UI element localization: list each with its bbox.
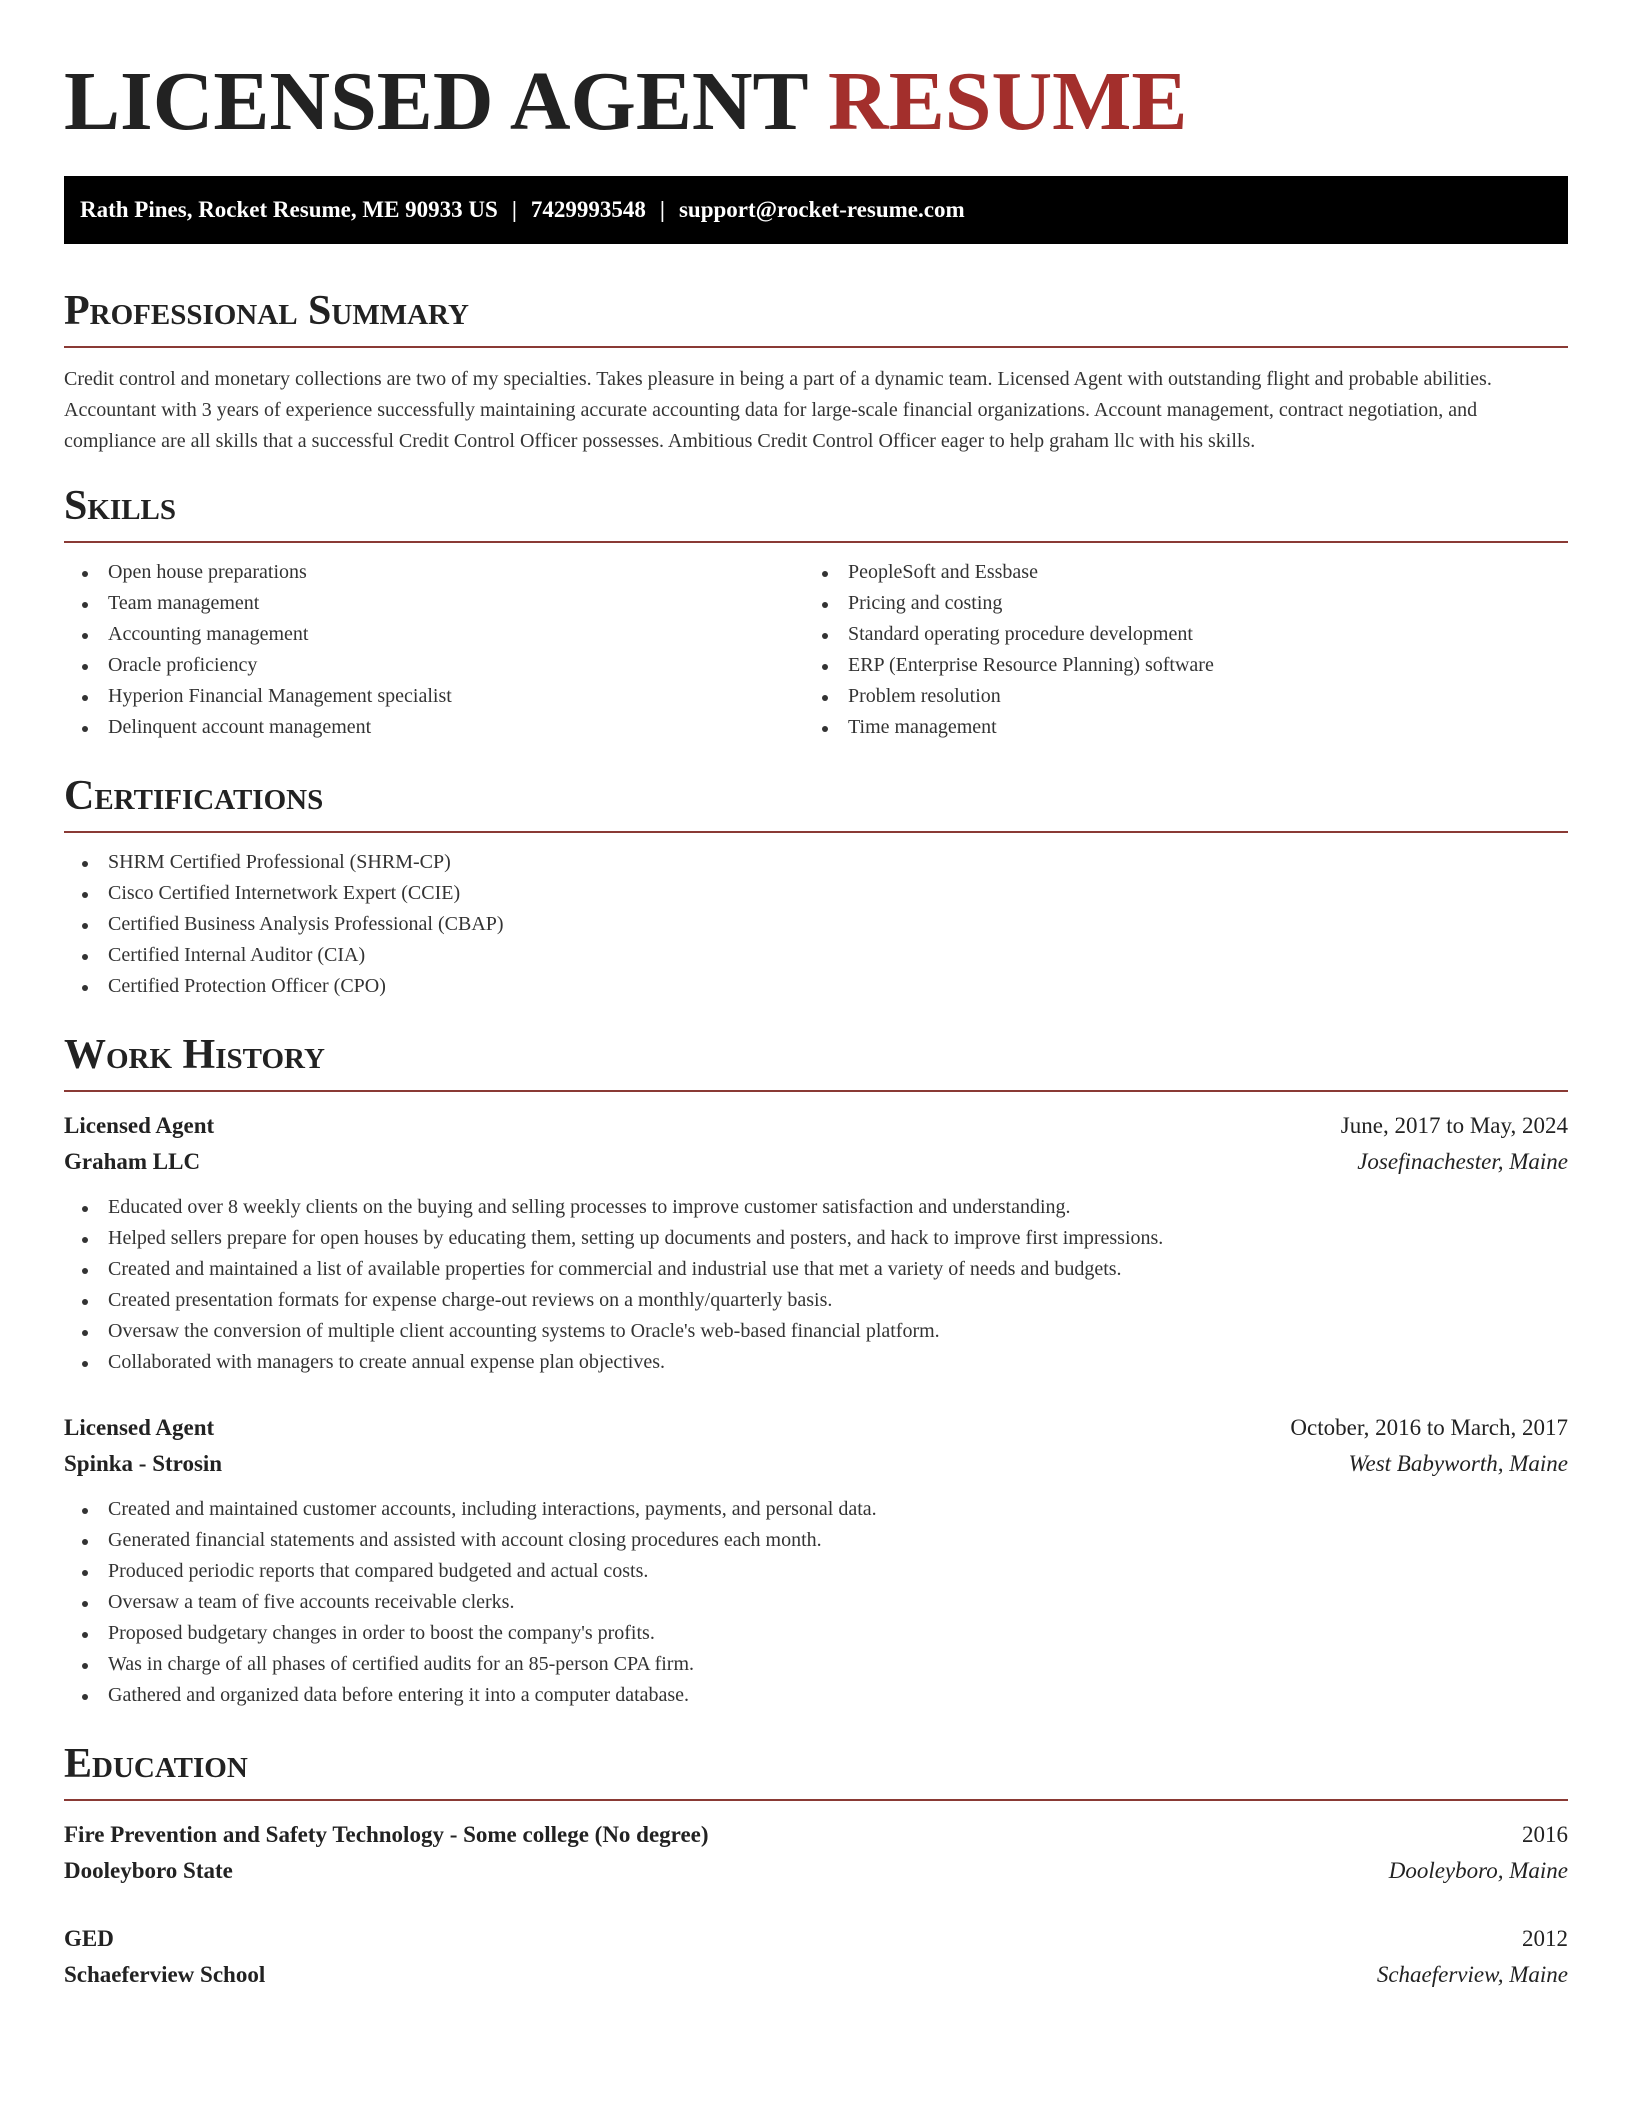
summary-heading: Professional Summary: [64, 288, 469, 334]
job-bullet: Was in charge of all phases of certified audits for an 85-person CPA firm.: [64, 1649, 1568, 1680]
job-location: West Babyworth, Maine: [1348, 1451, 1568, 1476]
education-degree: GED: [64, 1926, 114, 1951]
education-location: Dooleyboro, Maine: [1388, 1858, 1568, 1883]
education-entry: [64, 1817, 1568, 1889]
certification-item: Certified Business Analysis Professional (CBAP): [64, 909, 1568, 940]
job-title: Licensed Agent: [64, 1415, 215, 1440]
job-company-row: [64, 1446, 1568, 1482]
skill-item: Hyperion Financial Management specialist: [64, 681, 804, 712]
work-history-section: [64, 1030, 1568, 1711]
contact-separator: |: [659, 197, 665, 222]
skill-item: Team management: [64, 588, 804, 619]
section-divider: [64, 346, 1568, 348]
title-main: LICENSED AGENT: [64, 55, 808, 148]
skill-item: Open house preparations: [64, 557, 804, 588]
job-bullet: Created presentation formats for expense charge-out reviews on a monthly/quarterly basis.: [64, 1285, 1568, 1316]
education-location: Schaeferview, Maine: [1376, 1962, 1568, 1987]
job-bullet: Helped sellers prepare for open houses by educating them, setting up documents and posters, and hack to improve first impressions.: [64, 1223, 1568, 1254]
job-bullet: Proposed budgetary changes in order to boost the company's profits.: [64, 1618, 1568, 1649]
title-accent: RESUME: [828, 55, 1188, 148]
job-company: Spinka - Strosin: [64, 1451, 223, 1476]
education-degree-row: [64, 1817, 1568, 1853]
job-bullet: Produced periodic reports that compared budgeted and actual costs.: [64, 1556, 1568, 1587]
job-bullet: Generated financial statements and assisted with account closing procedures each month.: [64, 1525, 1568, 1556]
section-divider: [64, 1799, 1568, 1801]
skill-item: Time management: [804, 712, 1544, 743]
section-divider: [64, 1090, 1568, 1092]
job-bullet: Oversaw the conversion of multiple client accounting systems to Oracle's web-based financial platform.: [64, 1316, 1568, 1347]
skill-item: Oracle proficiency: [64, 650, 804, 681]
education-school: Schaeferview School: [64, 1962, 266, 1987]
education-school-row: [64, 1957, 1568, 1993]
certification-item: Certified Protection Officer (CPO): [64, 971, 1568, 1002]
job-header-row: [64, 1410, 1568, 1446]
job-dates: June, 2017 to May, 2024: [1340, 1113, 1568, 1138]
job-bullet: Created and maintained a list of available properties for commercial and industrial use that met a variety of needs and budgets.: [64, 1254, 1568, 1285]
certification-item: SHRM Certified Professional (SHRM-CP): [64, 847, 1568, 878]
contact-email: support@rocket-resume.com: [678, 197, 965, 222]
contact-bar: [64, 176, 1568, 244]
job-entry: [64, 1108, 1568, 1378]
job-bullet: Gathered and organized data before entering it into a computer database.: [64, 1680, 1568, 1711]
job-bullets: [64, 1494, 1568, 1711]
job-dates: October, 2016 to March, 2017: [1290, 1415, 1568, 1440]
education-degree: Fire Prevention and Safety Technology - Some college (No degree): [64, 1822, 709, 1847]
certifications-heading: Certifications: [64, 773, 324, 819]
resume-title: [64, 52, 1568, 152]
education-year: 2016: [1522, 1822, 1568, 1847]
certifications-section: [64, 771, 1568, 1002]
summary-section: [64, 286, 1568, 457]
skills-list-right: [804, 557, 1544, 743]
certifications-list: [64, 847, 1568, 1002]
skills-list-left: [64, 557, 804, 743]
education-degree-row: [64, 1921, 1568, 1957]
skill-item: ERP (Enterprise Resource Planning) software: [804, 650, 1544, 681]
job-bullet: Oversaw a team of five accounts receivable clerks.: [64, 1587, 1568, 1618]
job-bullet: Collaborated with managers to create annual expense plan objectives.: [64, 1347, 1568, 1378]
summary-text: Credit control and monetary collections are two of my specialties. Takes pleasure in being a part of a dynamic team. Licensed Agent with outstanding flight and probable abilities. Accountant with 3 years of experience successfully maintaining accurate accounting data for large-scale financial organizations. Account management, contract negotiation, and compliance are all skills that a successful Credit Control Officer possesses. Ambitious Credit Control Officer eager to help graham llc with his skills.: [64, 368, 1492, 452]
education-section: [64, 1739, 1568, 1993]
skill-item: PeopleSoft and Essbase: [804, 557, 1544, 588]
education-heading: Education: [64, 1741, 248, 1787]
job-bullets: [64, 1192, 1568, 1378]
skill-item: Problem resolution: [804, 681, 1544, 712]
education-school: Dooleyboro State: [64, 1858, 233, 1883]
job-header-row: [64, 1108, 1568, 1144]
job-bullet: Educated over 8 weekly clients on the buying and selling processes to improve customer satisfaction and understanding.: [64, 1192, 1568, 1223]
contact-phone: 7429993548: [530, 197, 646, 222]
job-company-row: [64, 1144, 1568, 1180]
skill-item: Accounting management: [64, 619, 804, 650]
contact-separator: |: [511, 197, 517, 222]
skills-heading: Skills: [64, 483, 177, 529]
education-entry: [64, 1921, 1568, 1993]
job-location: Josefinachester, Maine: [1357, 1149, 1568, 1174]
skills-section: [64, 481, 1568, 743]
job-title: Licensed Agent: [64, 1113, 215, 1138]
skill-item: Delinquent account management: [64, 712, 804, 743]
job-company: Graham LLC: [64, 1149, 201, 1174]
contact-address: Rath Pines, Rocket Resume, ME 90933 US: [80, 197, 498, 222]
skills-columns: [64, 543, 1568, 743]
skill-item: Pricing and costing: [804, 588, 1544, 619]
resume-content: [64, 52, 1568, 1993]
education-year: 2012: [1522, 1926, 1568, 1951]
certification-item: Certified Internal Auditor (CIA): [64, 940, 1568, 971]
job-bullet: Created and maintained customer accounts, including interactions, payments, and personal data.: [64, 1494, 1568, 1525]
education-school-row: [64, 1853, 1568, 1889]
skill-item: Standard operating procedure development: [804, 619, 1544, 650]
job-entry: [64, 1410, 1568, 1711]
section-divider: [64, 831, 1568, 833]
work-history-heading: Work History: [64, 1032, 325, 1078]
certification-item: Cisco Certified Internetwork Expert (CCIE): [64, 878, 1568, 909]
